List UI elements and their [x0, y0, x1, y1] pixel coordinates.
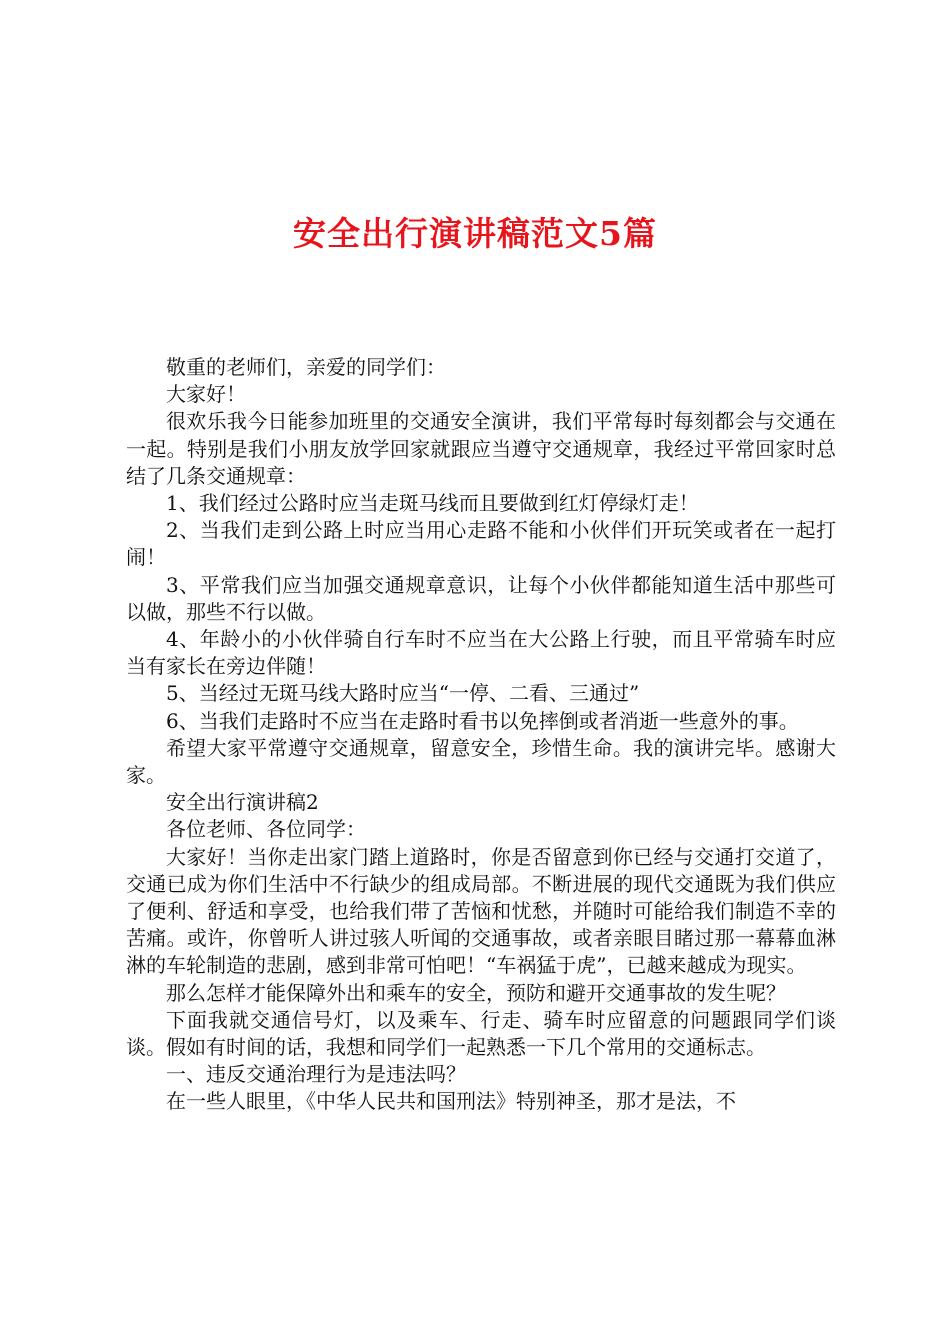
paragraph: 各位老师、各位同学：	[166, 817, 366, 842]
paragraph: 一、违反交通治理行为是违法吗？	[166, 1062, 466, 1087]
document-body	[126, 354, 836, 1116]
document-title: 安全出行演讲稿范文5篇	[293, 214, 657, 253]
paragraph: 4、年龄小的小伙伴骑自行车时不应当在大公路上行驶，而且平常骑车时应当有家长在旁边伴随！	[126, 627, 836, 679]
paragraph: 很欢乐我今日能参加班里的交通安全演讲，我们平常每时每刻都会与交通在一起。特别是我们小朋友放学回家就跟应当遵守交通规章，我经过平常回家时总结了几条交通规章：	[126, 409, 836, 488]
paragraph: 下面我就交通信号灯，以及乘车、行走、骑车时应留意的问题跟同学们谈谈。假如有时间的话，我想和同学们一起熟悉一下几个常用的交通标志。	[126, 1007, 836, 1060]
paragraph: 希望大家平常遵守交通规章，留意安全，珍惜生命。我的演讲完毕。感谢大家。	[126, 735, 836, 788]
paragraph: 大家好！当你走出家门踏上道路时，你是否留意到你已经与交通打交道了，交通已成为你们生活中不行缺少的组成局部。不断进展的现代交通既为我们供应了便利、舒适和享受，也给我们带了苦恼和忧愁，并随时可能给我们制造不幸的苦痛。或许，你曾听人讲过骇人听闻的交通事故，或者亲眼目睹过那一幕幕血淋淋的车轮制造的悲剧，感到非常可怕吧！“车祸猛于虎”，已越来越成为现实。	[126, 844, 836, 978]
section-heading: 安全出行演讲稿2	[166, 790, 319, 815]
paragraph: 6、当我们走路时不应当在走路时看书以免摔倒或者消逝一些意外的事。	[166, 708, 799, 733]
paragraph: 5、当经过无斑马线大路时应当“一停、二看、三通过”	[166, 681, 640, 706]
paragraph: 3、平常我们应当加强交通规章意识，让每个小伙伴都能知道生活中那些可以做，那些不行以做。	[126, 572, 836, 624]
paragraph: 在一些人眼里，《中华人民共和国刑法》特别神圣，那才是法，不	[166, 1089, 736, 1114]
paragraph: 2、当我们走到公路上时应当用心走路不能和小伙伴们开玩笑或者在一起打闹！	[126, 518, 836, 570]
paragraph: 敬重的老师们，亲爱的同学们：	[166, 355, 446, 379]
paragraph: 那么怎样才能保障外出和乘车的安全，预防和避开交通事故的发生呢？	[166, 980, 786, 1005]
paragraph: 1、我们经过公路时应当走斑马线而且要做到红灯停绿灯走！	[166, 491, 699, 516]
paragraph: 大家好！	[166, 382, 246, 407]
